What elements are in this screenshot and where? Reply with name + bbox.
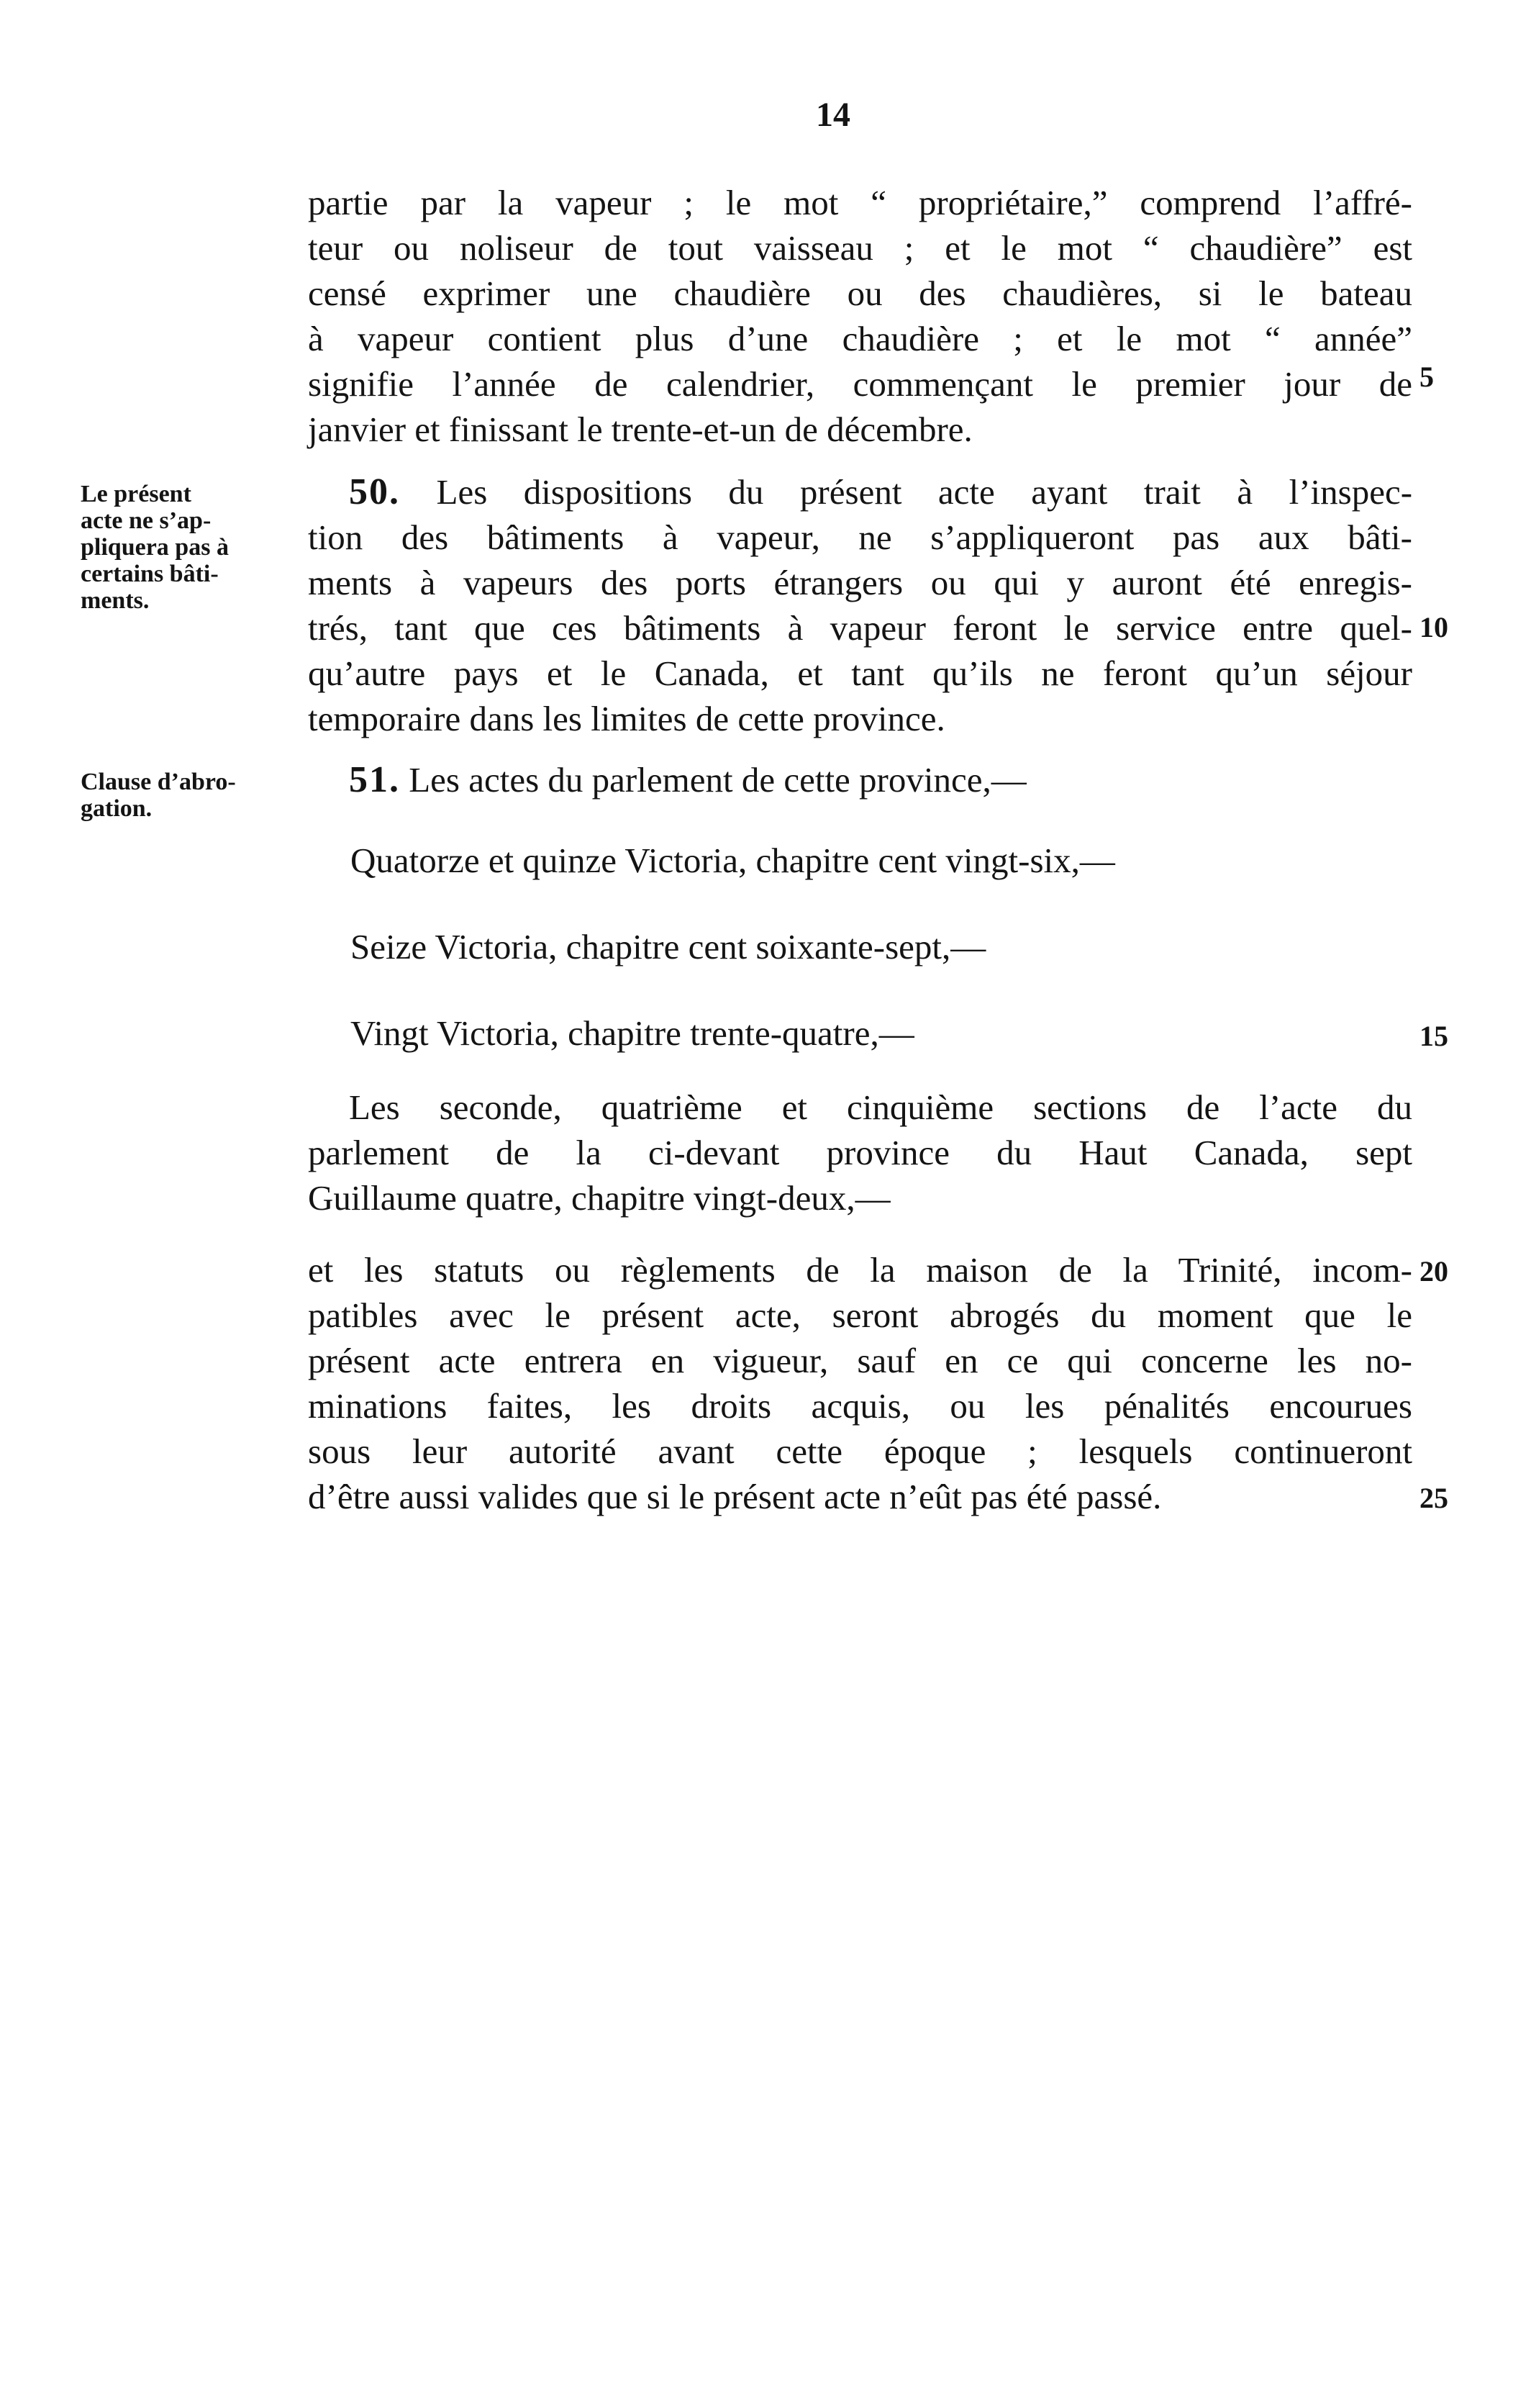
text-line [308, 469, 1412, 515]
section-50 [308, 469, 1412, 741]
text-line: qu’autre pays et le Canada, et tant qu’ils ne feront qu’un séjour [308, 653, 1412, 693]
text-line: signifie l’année de calendrier, commençant le premier jour de [308, 364, 1412, 404]
repeal-closing-paragraph [308, 1247, 1412, 1519]
section-51-intro [308, 757, 1412, 802]
repealed-act: Vingt Victoria, chapitre trente-quatre,— [350, 1013, 914, 1053]
line-number: 15 [1419, 1020, 1448, 1052]
marginal-note-line: ments. [81, 587, 150, 614]
text-line: tion des bâtiments à vapeur, ne s’appliqueront pas aux bâti- [308, 517, 1412, 557]
section-number: 50. [349, 471, 400, 512]
text-line: Les seconde, quatrième et cinquième sections de l’acte du [349, 1087, 1412, 1127]
text-line: Guillaume quatre, chapitre vingt-deux,— [308, 1178, 891, 1218]
text-line: teur ou noliseur de tout vaisseau ; et le mot “ chaudière” est [308, 228, 1412, 268]
line-number: 25 [1419, 1482, 1448, 1514]
repealed-act: Seize Victoria, chapitre cent soixante-sept,— [350, 927, 986, 967]
section-number: 51. [349, 759, 400, 800]
text-line: ments à vapeurs des ports étrangers ou qui y auront été enregis- [308, 563, 1412, 602]
line-number: 10 [1419, 611, 1448, 643]
text-line-content: Les actes du parlement de cette province,— [409, 760, 1027, 800]
text-line: temporaire dans les limites de cette province. [308, 699, 945, 738]
text-line: censé exprimer une chaudière ou des chaudières, si le bateau [308, 273, 1412, 313]
marginal-note-line: gation. [81, 795, 153, 822]
text-line [308, 757, 1412, 802]
text-line: partie par la vapeur ; le mot “ propriétaire,” comprend l’affré- [308, 183, 1412, 222]
text-line: janvier et finissant le trente-et-un de décembre. [308, 409, 973, 449]
paragraph-definitions [308, 180, 1412, 452]
text-line: présent acte entrera en vigueur, sauf en ce qui concerne les no- [308, 1341, 1412, 1380]
text-line: d’être aussi valides que si le présent acte n’eût pas été passé. [308, 1477, 1162, 1516]
text-line: et les statuts ou règlements de la maison de la Trinité, incom- [308, 1250, 1412, 1290]
text-line: à vapeur contient plus d’une chaudière ; et le mot “ année” [308, 319, 1412, 358]
marginal-note-section-50 [81, 481, 340, 614]
line-number: 5 [1419, 361, 1434, 393]
marginal-note-line: certains bâti- [81, 561, 219, 587]
text-line: sous leur autorité avant cette époque ; lesquels continueront [308, 1431, 1412, 1471]
repealed-act: Quatorze et quinze Victoria, chapitre cent vingt-six,— [350, 841, 1115, 880]
text-line: parlement de la ci-devant province du Haut Canada, sept [308, 1133, 1412, 1172]
marginal-note-section-51 [81, 769, 340, 822]
marginal-note-line: Clause d’abro- [81, 769, 236, 795]
text-line: patibles avec le présent acte, seront abrogés du moment que le [308, 1295, 1412, 1335]
text-line: minations faites, les droits acquis, ou les pénalités encourues [308, 1386, 1412, 1426]
marginal-note-line: pliquera pas à [81, 534, 229, 561]
repealed-upper-canada-act [308, 1085, 1412, 1221]
marginal-note-line: Le présent [81, 481, 191, 507]
text-line: trés, tant que ces bâtiments à vapeur feront le service entre quel- [308, 608, 1412, 648]
line-number: 20 [1419, 1255, 1448, 1287]
text-line-content: Les dispositions du présent acte ayant trait à l’inspec- [436, 472, 1413, 512]
marginal-note-line: acte ne s’ap- [81, 507, 212, 534]
page-number: 14 [816, 96, 850, 134]
